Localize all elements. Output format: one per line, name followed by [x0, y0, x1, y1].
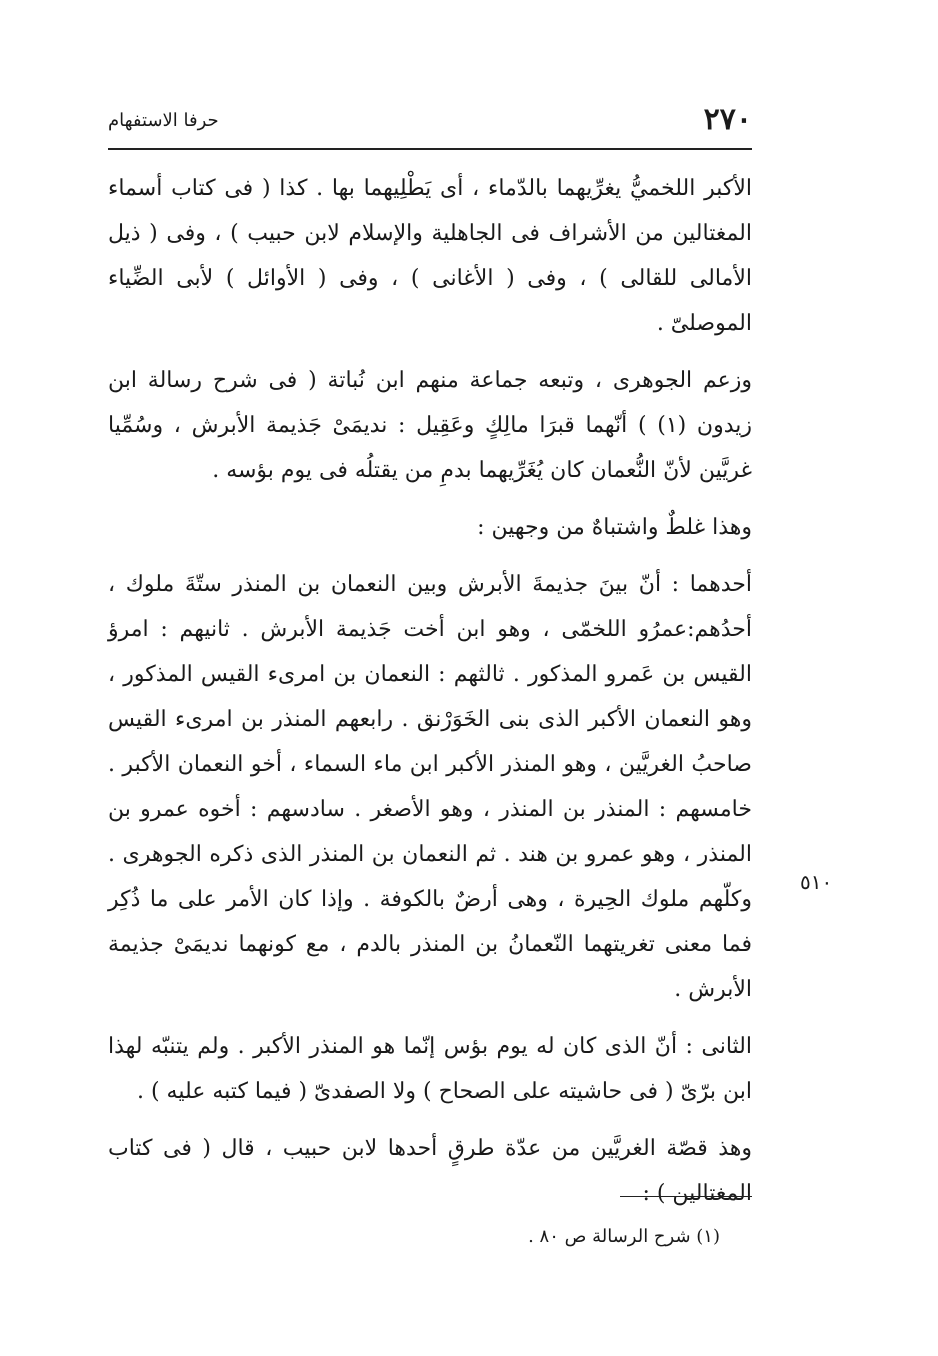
paragraph-1: الأكبر اللخميُّ يغرِّيهما بالدّماء ، أى يَطْلِيهما بها . كذا ( فى كتاب أسماء المغتالين من الأشراف فى الجاهلية والإسلام لابن حبيب ) ، وفى ( ذيل الأمالى للقالى ) ، وفى ( الأغانى ) ، وفى ( الأوائل ) لأبى الضِّياء الموصلىّ .: [108, 176, 752, 336]
paragraph-3: وهذا غلطٌ واشتباهٌ من وجهين :: [477, 515, 752, 540]
paragraph-6: وهذ قصّة الغريَّين من عدّة طرقٍ أحدها لابن حبيب ، قال ( فى كتاب المغتالين ) :: [108, 1136, 752, 1206]
header-rule: [108, 148, 752, 150]
paragraph-2: وزعم الجوهرى ، وتبعه جماعة منهم ابن نُباتة ( فى شرح رسالة ابن زيدون (١) ) أنّهما قبرَا مالِكٍ وعَقِيل : نديمَىْ جَذيمة الأبرش ، وسُمِّيا غريَّين لأنّ النُّعمان كان يُغَرِّيهما بدمِ من يقتلُه فى يوم بؤسه .: [108, 368, 752, 483]
footnote-rule: [620, 1196, 752, 1197]
page-number: ٢٧٠: [703, 102, 752, 137]
margin-line-number: ٥١٠: [800, 870, 833, 894]
footnote: (١) شرح الرسالة ص ٨٠ .: [528, 1226, 720, 1247]
running-title: حرفا الاستفهام: [108, 110, 219, 131]
page-header: [108, 96, 752, 142]
main-text: [108, 166, 752, 1228]
paragraph-5: الثانى : أنّ الذى كان له يوم بؤس إنّما هو المنذر الأكبر . ولم يتنبّه لهذا ابن برّىّ ( فى حاشيته على الصحاح ) ولا الصفدىّ ( فيما كتبه عليه ) .: [108, 1034, 752, 1104]
paragraph-4: أحدهما : أنّ بينَ جذيمةَ الأبرش وبين النعمان بن المنذر ستّةَ ملوك ، أحدُهم:عمرُو اللخمّى ، وهو ابن أخت جَذيمة الأبرش . ثانيهم : امرؤ القيس بن عَمرو المذكور . ثالثهم : النعمان بن امرىء القيس المذكور ، وهو النعمان الأكبر الذى بنى الخَوَرْنق . رابعهم المنذر بن امرىء القيس صاحبُ الغريَّين ، وهو المنذر الأكبر ابن ماء السماء ، أخو النعمان الأكبر . خامسهم : المنذر بن المنذر ، وهو الأصغر . سادسهم : أخوه عمرو بن المنذر ، وهو عمرو بن هند . ثم النعمان بن المنذر الذى ذكره الجوهرى . وكلّهم ملوك الحِيرة ، وهى أرضٌ بالكوفة . وإذا كان الأمر على ما ذُكِر فما معنى تغريتهما النّعمانُ بن المنذر بالدم ، مع كونهما نديمَىْ جذيمة الأبرش .: [108, 572, 752, 1002]
